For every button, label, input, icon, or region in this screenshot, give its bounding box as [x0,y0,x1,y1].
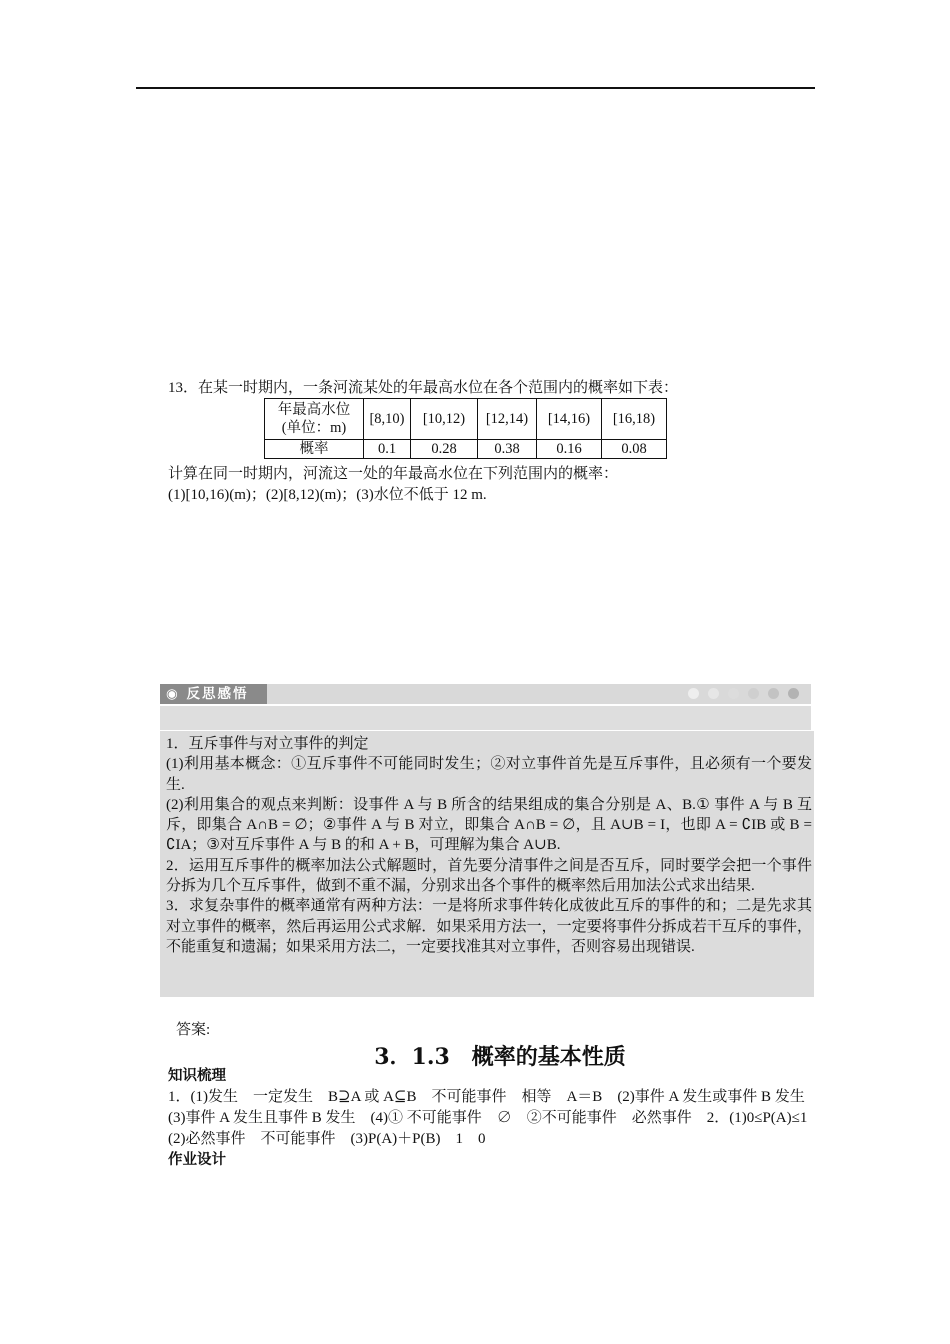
table-cell: [16,18) [602,399,667,440]
reflection-subbar [160,706,811,730]
question-13-followup [168,464,818,506]
question-13 [168,378,818,398]
table-row [265,440,667,459]
reflection-line: 3．求复杂事件的概率通常有两种方法：一是将所求事件转化成彼此互斥的事件的和；二是先求其对立事件的概率，然后再运用公式求解．如果采用方法一，一定要将事件分拆成若干互斥的事件，不能重复和遗漏；如果采用方法二，一定要找准其对立事件，否则容易出现错误. [166,898,812,955]
table-cell: 0.08 [602,440,667,459]
water-level-table [264,398,667,459]
table-cell: 0.38 [478,440,537,459]
answers-block [168,1066,814,1171]
homework-heading: 作业设计 [168,1152,226,1168]
reflection-header-bar [160,684,811,704]
table-head-level: 年最高水位(单位：m) [265,399,364,440]
dot-icon [788,688,799,699]
table-cell: [14,16) [537,399,602,440]
section-title: 3．1.3 概率的基本性质 [374,1044,626,1070]
decorative-dots [688,688,799,699]
dot-icon [708,688,719,699]
table-cell: 0.28 [411,440,478,459]
reflection-line: (1)利用基本概念：①互斥事件不可能同时发生；②对立事件首先是互斥事件，且必须有一个要发生. [166,756,812,793]
reflection-text [166,734,812,957]
answer-line: (2)必然事件 不可能事件 (3)P(A)＋P(B) 1 0 [168,1131,486,1147]
question-13-prompt: 13．在某一时期内，一条河流某处的年最高水位在各个范围内的概率如下表： [168,380,679,396]
question-13-parts: (1)[10,16)(m)；(2)[8,12)(m)；(3)水位不低于 12 m. [168,487,487,503]
reflection-tag: ◉ 反思感悟 [160,684,267,704]
top-rule [136,87,815,89]
question-13-follow: 计算在同一时期内，河流这一处的年最高水位在下列范围内的概率： [168,466,619,482]
table-row [265,399,667,440]
answers-label: 答案: [176,1022,211,1038]
table-cell: [10,12) [411,399,478,440]
reflection-line: 2．运用互斥事件的概率加法公式解题时，首先要分清事件之间是否互斥，同时要学会把一个事件分拆为几个互斥事件，做到不重不漏，分别求出各个事件的概率然后用加法公式求出结果. [166,857,812,895]
knowledge-heading: 知识梳理 [168,1068,226,1084]
dot-icon [768,688,779,699]
table-cell: [12,14) [478,399,537,440]
table-cell: 0.1 [364,440,411,459]
table-head-probability: 概率 [265,440,364,459]
dot-icon [748,688,759,699]
dot-icon [728,688,739,699]
answer-line: (3)事件 A 发生且事件 B 发生 (4)① 不可能事件 ∅ ②不可能事件 必然事件 2．(1)0≤P(A)≤1 [168,1110,808,1126]
reflection-line: (2)利用集合的观点来判断：设事件 A 与 B 所含的结果组成的集合分别是 A、B.① 事件 A 与 B 互斥，即集合 A∩B = ∅；②事件 A 与 B 对立，即集合 A∩B = ∅，且 A∪B = I，也即 A = ∁IB 或 B = ∁IA；③对互斥事件 A 与 B 的和 A + B，可理解为集合 A∪B. [166,796,812,854]
table-cell: [8,10) [364,399,411,440]
answer-line: 1．(1)发生 一定发生 B⊇A 或 A⊆B 不可能事件 相等 A＝B (2)事件 A 发生或事件 B 发生 [168,1089,805,1105]
table-cell: 0.16 [537,440,602,459]
dot-icon [688,688,699,699]
reflection-line: 1．互斥事件与对立事件的判定 [166,736,369,752]
